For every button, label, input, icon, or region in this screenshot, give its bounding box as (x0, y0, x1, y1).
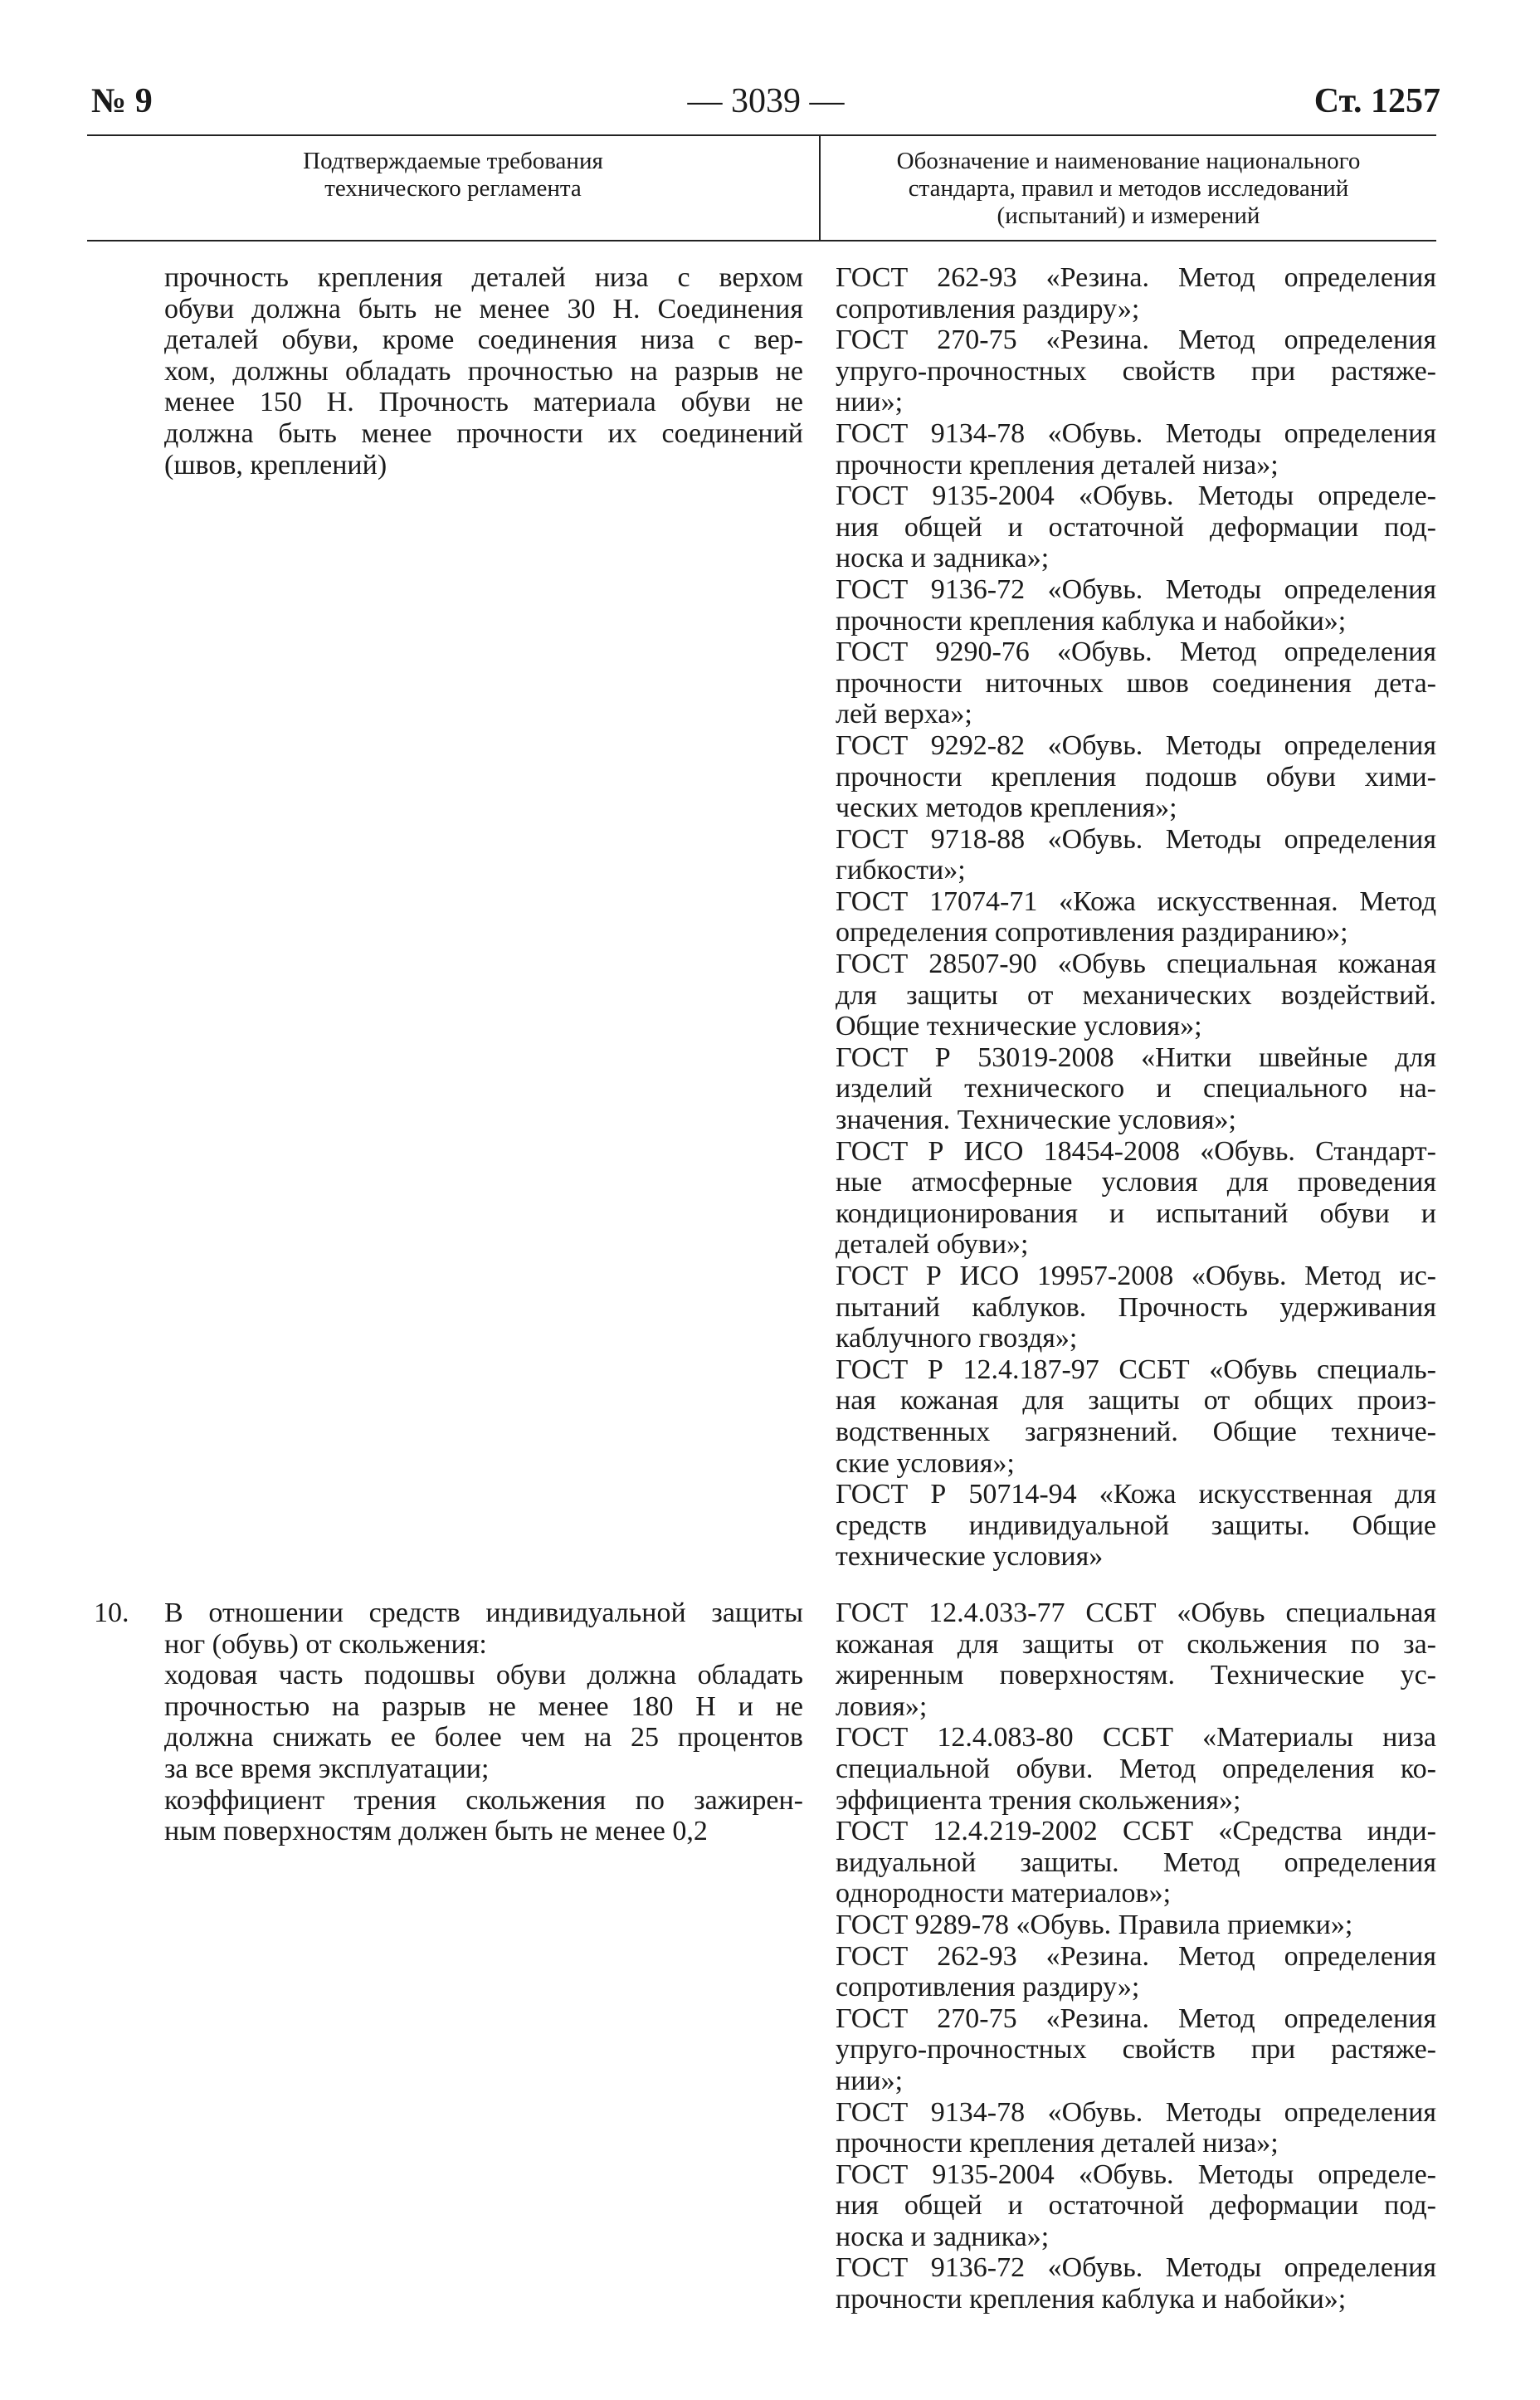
text-line: нии»; (836, 2065, 904, 2096)
standards-list (836, 262, 1436, 1573)
text-line: за все время эксплуатации; (164, 1753, 490, 1784)
table-column-header (87, 134, 1436, 241)
text-line: эффициента трения скольжения»; (836, 1784, 1241, 1816)
text-line: ГОСТ 9136-72 «Обувь. Методы определения (836, 2252, 1436, 2284)
text-line: В отношении средств индивидуальной защиты (164, 1598, 803, 1628)
text-line: ГОСТ 270-75 «Резина. Метод определения (836, 324, 1436, 356)
requirement-text (164, 262, 803, 480)
text-line: хом, должны обладать прочностью на разрыв не (164, 355, 803, 387)
text-line: средств индивидуальной защиты. Общие (836, 1510, 1436, 1541)
text-line: нии»; (836, 387, 904, 418)
text-line: прочности крепления каблука и набойки»; (836, 605, 1347, 637)
text-line: ГОСТ Р ИСО 19957-2008 «Обувь. Метод ис- (836, 1261, 1436, 1291)
issue-number: № 9 (91, 82, 153, 120)
text-line: технические условия» (836, 1541, 1104, 1573)
column-header-line: Обозначение и наименование национального (896, 148, 1361, 174)
text-line: ГОСТ 9718-88 «Обувь. Методы определения (836, 823, 1436, 855)
text-line: ным поверхностям должен быть не менее 0,2 (164, 1816, 708, 1847)
text-line: ГОСТ 12.4.033-77 ССБТ «Обувь специальная (836, 1598, 1436, 1628)
text-line: ГОСТ 9290-76 «Обувь. Метод определения (836, 637, 1436, 668)
text-line: пытаний каблуков. Прочность удерживания (836, 1291, 1436, 1323)
text-line: должна быть менее прочности их соединений (164, 417, 803, 449)
column-header-line: Подтверждаемые требования (303, 148, 603, 174)
text-line: прочность крепления деталей низа с верхом (164, 262, 803, 293)
text-line: ГОСТ Р 12.4.187-97 ССБТ «Обувь специаль- (836, 1354, 1436, 1385)
text-line: ГОСТ Р 53019-2008 «Нитки швейные для (836, 1041, 1436, 1073)
text-line: специальной обуви. Метод определения ко- (836, 1753, 1436, 1784)
text-line: кондиционирования и испытаний обуви и (836, 1198, 1436, 1229)
text-line: ния общей и остаточной деформации под- (836, 2190, 1436, 2222)
text-line: ческих методов крепления»; (836, 793, 1177, 824)
page-header (91, 76, 1440, 126)
text-line: ния общей и остаточной деформации под- (836, 511, 1436, 543)
page-number: — 3039 — (687, 82, 845, 120)
column-header-line: (испытаний) и измерений (997, 202, 1260, 229)
text-line: деталей обуви, кроме соединения низа с вер- (164, 324, 803, 356)
text-line: ные атмосферные условия для проведения (836, 1167, 1436, 1198)
text-line: гибкости»; (836, 855, 966, 886)
text-line: ловия»; (836, 1690, 928, 1722)
text-line: ГОСТ 262-93 «Резина. Метод определения (836, 262, 1436, 293)
text-line: ские условия»; (836, 1447, 1015, 1479)
text-line: ГОСТ 12.4.219-2002 ССБТ «Средства инди- (836, 1816, 1436, 1847)
text-line: ГОСТ 270-75 «Резина. Метод определения (836, 2002, 1436, 2034)
text-line: должна снижать ее более чем на 25 процентов (164, 1722, 803, 1754)
text-line: прочности крепления деталей низа»; (836, 449, 1279, 480)
text-line: ГОСТ 9136-72 «Обувь. Методы определения (836, 573, 1436, 605)
text-line: ГОСТ 9135-2004 «Обувь. Методы определе- (836, 480, 1436, 512)
text-line: деталей обуви»; (836, 1229, 1029, 1261)
text-line: видуальной защиты. Метод определения (836, 1846, 1436, 1878)
text-line: носка и задника»; (836, 2221, 1050, 2252)
article-number: Ст. 1257 (1313, 82, 1440, 120)
text-line: ГОСТ 9289-78 «Обувь. Правила приемки»; (836, 1909, 1353, 1940)
text-line: лей верха»; (836, 699, 972, 730)
text-line: упруго-прочностных свойств при растяже- (836, 2034, 1436, 2066)
text-line: ГОСТ Р 50714-94 «Кожа искусственная для (836, 1479, 1436, 1510)
text-line: каблучного гвоздя»; (836, 1323, 1078, 1354)
text-line: ходовая часть подошвы обуви должна обладать (164, 1660, 803, 1691)
text-line: ГОСТ 9134-78 «Обувь. Методы определения (836, 417, 1436, 449)
text-line: обуви должна быть не менее 30 Н. Соединения (164, 293, 803, 324)
text-line: ГОСТ 28507-90 «Обувь специальная кожаная (836, 949, 1436, 980)
text-line: жиренным поверхностям. Технические ус- (836, 1660, 1436, 1691)
text-line: ГОСТ Р ИСО 18454-2008 «Обувь. Стандарт- (836, 1135, 1436, 1167)
text-line: однородности материалов»; (836, 1878, 1172, 1910)
text-line: ГОСТ 9292-82 «Обувь. Методы определения (836, 729, 1436, 761)
column-header-requirements (87, 148, 819, 202)
text-line: ГОСТ 12.4.083-80 ССБТ «Материалы низа (836, 1722, 1436, 1754)
text-line: кожаная для защиты от скольжения по за- (836, 1628, 1436, 1660)
text-line: упруго-прочностных свойств при растяже- (836, 355, 1436, 387)
text-line: Общие технические условия»; (836, 1011, 1202, 1042)
requirement-text (164, 1598, 803, 1847)
text-line: изделий технического и специального на- (836, 1073, 1436, 1105)
text-line: коэффициент трения скольжения по зажирен- (164, 1784, 803, 1816)
text-line: определения сопротивления раздиранию»; (836, 917, 1348, 949)
text-line: прочности крепления деталей низа»; (836, 2128, 1279, 2159)
text-line: для защиты от механических воздействий. (836, 979, 1436, 1011)
text-line: значения. Технические условия»; (836, 1105, 1236, 1136)
standards-list (836, 1598, 1436, 2315)
text-line: ГОСТ 9135-2004 «Обувь. Методы определе- (836, 2159, 1436, 2190)
text-line: ног (обувь) от скольжения: (164, 1628, 487, 1660)
text-line: менее 150 Н. Прочность материала обуви не (164, 387, 803, 418)
text-line: прочности крепления подошв обуви хими- (836, 761, 1436, 793)
text-line: ГОСТ 17074-71 «Кожа искусственная. Метод (836, 885, 1436, 917)
column-header-line: стандарта, правил и методов исследований (908, 175, 1349, 202)
text-line: прочности крепления каблука и набойки»; (836, 2284, 1347, 2315)
text-line: прочностью на разрыв не менее 180 Н и не (164, 1690, 803, 1722)
text-line: (швов, креплений) (164, 449, 387, 480)
text-line: сопротивления раздиру»; (836, 293, 1140, 324)
text-line: сопротивления раздиру»; (836, 1972, 1140, 2003)
text-line: ГОСТ 9134-78 «Обувь. Методы определения (836, 2096, 1436, 2128)
text-line: водственных загрязнений. Общие техниче- (836, 1416, 1436, 1447)
column-header-standards (821, 148, 1436, 230)
column-header-line: технического регламента (324, 175, 582, 202)
text-line: ная кожаная для защиты от общих произ- (836, 1385, 1436, 1417)
text-line: ГОСТ 262-93 «Резина. Метод определения (836, 1940, 1436, 1972)
text-line: прочности ниточных швов соединения дета- (836, 667, 1436, 699)
row-number: 10. (94, 1598, 129, 1628)
text-line: носка и задника»; (836, 543, 1050, 574)
